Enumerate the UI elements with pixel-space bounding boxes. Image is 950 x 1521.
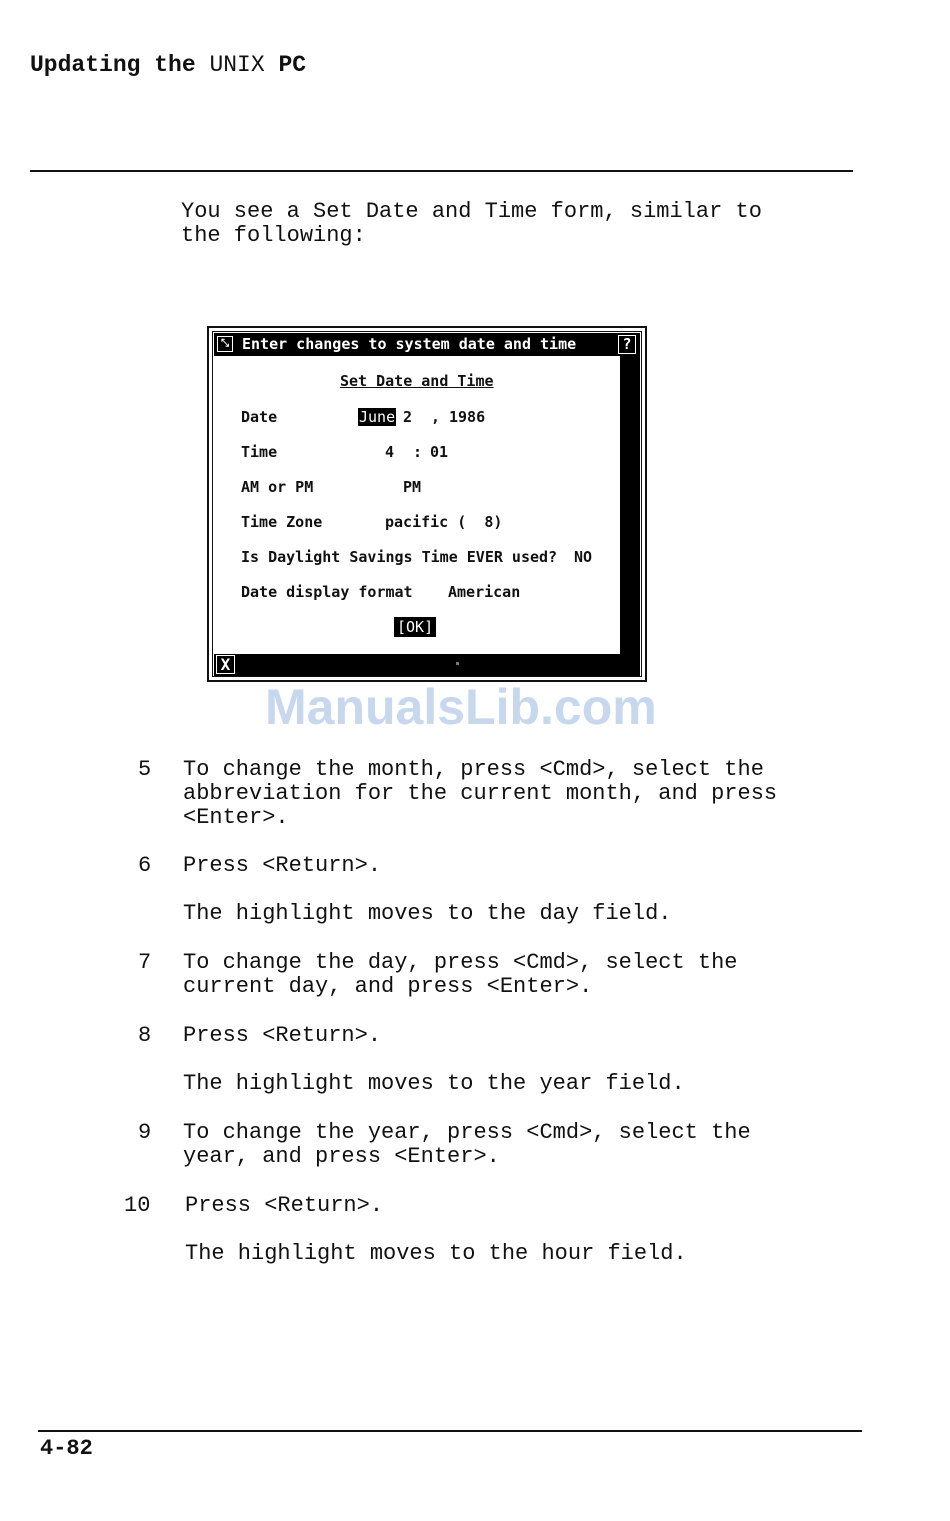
time-separator: : (413, 443, 423, 461)
window-title: Enter changes to system date and time (242, 335, 577, 353)
window-bottom-bar (214, 654, 640, 676)
ok-button-label: [OK] (394, 617, 436, 637)
step-line: current day, and press <Enter>. (183, 974, 593, 999)
step-line: To change the day, press <Cmd>, select the (183, 950, 738, 975)
ampm-field[interactable]: PM (403, 478, 422, 496)
close-icon[interactable]: X (216, 655, 235, 674)
date-day-field[interactable]: 2 (403, 408, 413, 426)
form-title: Set Date and Time (340, 372, 494, 390)
help-icon[interactable]: ? (618, 335, 636, 354)
ampm-label: AM or PM (241, 478, 314, 496)
date-format-field[interactable]: American (448, 583, 521, 601)
step-line: Press <Return>. (183, 1023, 382, 1048)
status-dot (456, 662, 459, 665)
time-minute-field[interactable]: 01 (430, 443, 449, 461)
step-number: 7 (138, 950, 152, 975)
watermark: ManualsLib.com (265, 679, 657, 735)
intro-line-2: the following: (181, 223, 366, 248)
dst-label: Is Daylight Savings Time EVER used? (241, 548, 558, 566)
step-number: 8 (138, 1023, 152, 1048)
date-separator: , (431, 408, 441, 426)
running-header (30, 52, 306, 78)
step-line: year, and press <Enter>. (183, 1144, 500, 1169)
time-label: Time (241, 443, 278, 461)
time-hour-field[interactable]: 4 (385, 443, 395, 461)
date-month-field[interactable] (358, 408, 396, 426)
dst-field[interactable]: NO (574, 548, 593, 566)
window-titlebar (214, 333, 640, 356)
step-line: Press <Return>. (183, 853, 382, 878)
header-title-part-2: UNIX (209, 52, 265, 78)
step-number: 10 (124, 1193, 151, 1218)
date-year-field[interactable]: 1986 (449, 408, 486, 426)
step-number: 9 (138, 1120, 152, 1145)
step-note: The highlight moves to the year field. (183, 1071, 685, 1096)
footer-rule (38, 1430, 862, 1432)
window-icon[interactable]: ⤡ (217, 336, 233, 352)
header-title-part-3: PC (278, 52, 307, 78)
step-number: 5 (138, 757, 152, 782)
set-date-time-window (207, 326, 647, 682)
timezone-field[interactable]: pacific ( 8) (385, 513, 503, 531)
timezone-label: Time Zone (241, 513, 323, 531)
step-note: The highlight moves to the day field. (183, 901, 672, 926)
header-rule (30, 170, 853, 172)
date-label: Date (241, 408, 278, 426)
ok-button[interactable] (394, 618, 436, 636)
date-format-label: Date display format (241, 583, 413, 601)
header-title-part-1: Updating the (30, 52, 196, 78)
step-note: The highlight moves to the hour field. (185, 1241, 687, 1266)
step-line: Press <Return>. (185, 1193, 384, 1218)
page-number: 4-82 (40, 1436, 93, 1461)
step-line: abbreviation for the current month, and press (183, 781, 778, 806)
step-line: To change the month, press <Cmd>, select the (183, 757, 764, 782)
window-scrollbar[interactable] (620, 356, 640, 654)
step-number: 6 (138, 853, 152, 878)
step-line: To change the year, press <Cmd>, select the (183, 1120, 751, 1145)
step-line: <Enter>. (183, 805, 289, 830)
intro-line-1: You see a Set Date and Time form, similar to (181, 199, 762, 224)
date-month-value: June (359, 408, 396, 426)
